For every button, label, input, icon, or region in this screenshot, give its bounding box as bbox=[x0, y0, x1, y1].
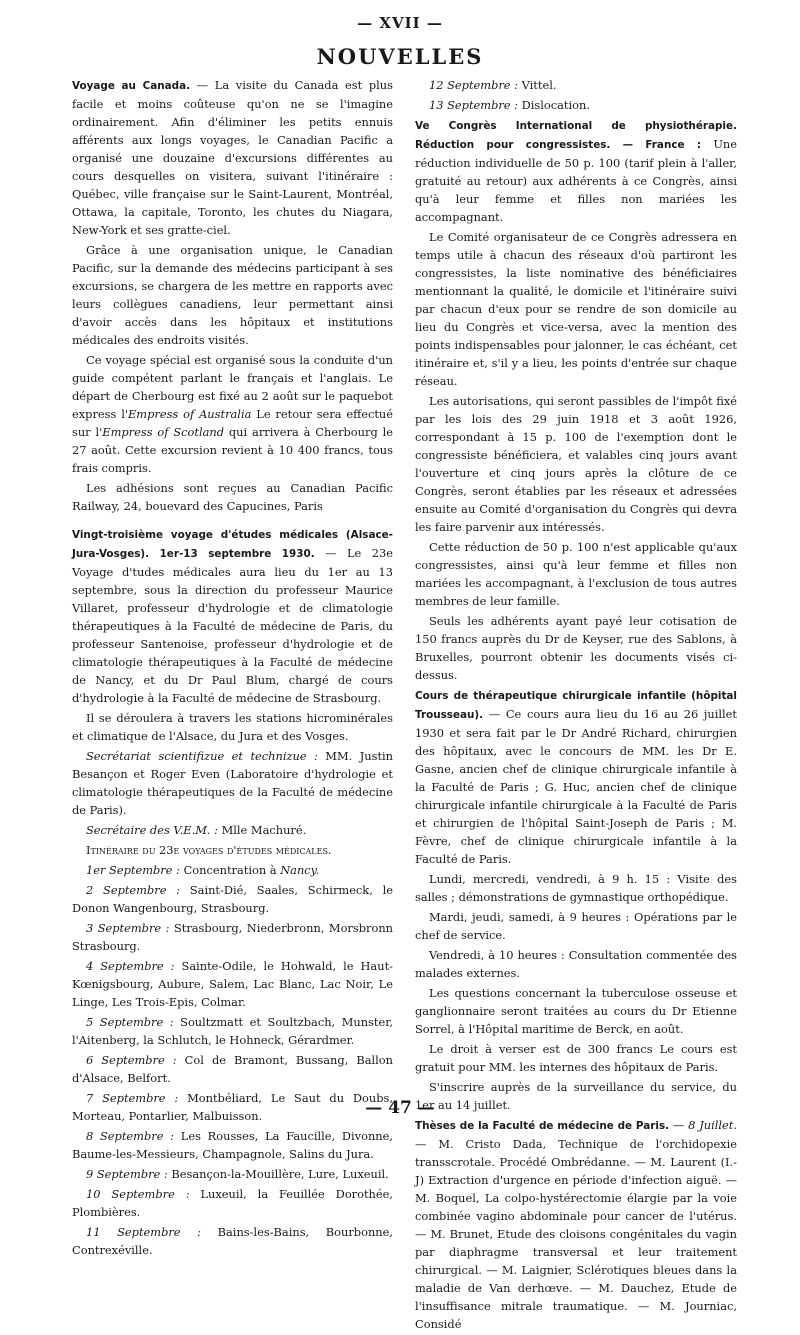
vem-paragraph-2: Il se déroulera à travers les stations hicrominérales et climatique de l'Alsace, du Jura et des Vosges. bbox=[72, 711, 393, 743]
canada-paragraph bbox=[72, 76, 393, 239]
itinerary-places: Bains-les-Bains, Bourbonne, Contrexéville. bbox=[72, 1225, 393, 1257]
itinerary-item bbox=[72, 861, 393, 879]
canada-text: — La visite du Canada est plus facile et moins coûteuse qu'on ne se l'imagine ordinairement. Afin d'éliminer les petits ennuis afférents aux longs voyages, le Canadian Pacific a organisé une douzaine d'excursions différentes au cours desquelles on visitera, suivant l'itinéraire : Québec, ville française sur le Saint-Laurent, Montréal, Ottawa, la capitale, Toronto, les chutes du Niagara, New-York et ses gratte-ciel. bbox=[72, 78, 393, 237]
secretaire-label: Secrétaire des V.E.M. : bbox=[86, 823, 218, 837]
itinerary-places: Dislocation. bbox=[518, 98, 590, 112]
secretariat-paragraph bbox=[72, 747, 393, 819]
itinerary-day: 1er Septembre : bbox=[86, 863, 180, 877]
itinerary-day: 3 Septembre : bbox=[86, 921, 170, 935]
itinerary-places: Montbéliard, Le Saut du Doubs, Morteau, Pontarlier, Malbuisson. bbox=[72, 1091, 393, 1123]
left-column bbox=[72, 76, 393, 1261]
itinerary-list-continued bbox=[415, 76, 737, 114]
secretaire-text: Mlle Machuré. bbox=[217, 823, 307, 837]
itinerary-place: Nancy. bbox=[280, 863, 320, 877]
itinerary-item bbox=[72, 957, 393, 1011]
itinerary-places: Saint-Dié, Saales, Schirmeck, le Donon Wangenbourg, Strasbourg. bbox=[72, 883, 393, 915]
right-column bbox=[415, 76, 737, 1335]
itinerary-item bbox=[72, 919, 393, 955]
canada-p3-a: Ce voyage spécial est organisé sous la conduite d'un guide compétent parlant le français et l'anglais. Le départ de Cherbourg est fixé au 2 août sur le paquebot express l' bbox=[72, 353, 393, 421]
ship-name-1: Empress of Australia bbox=[127, 407, 252, 421]
trousseau-paragraph-3: Mardi, jeudi, samedi, à 9 heures : Opérations par le chef de service. bbox=[415, 910, 737, 942]
canada-paragraph-3 bbox=[72, 351, 393, 477]
physio-paragraph-5: Seuls les adhérents ayant payé leur cotisation de 150 francs auprès du Dr de Keyser, rue des Sablons, à Bruxelles, pourront obtenir les documents visés ci-dessus. bbox=[415, 614, 737, 682]
itinerary-places: Col de Bramont, Bussang, Ballon d'Alsace, Belfort. bbox=[72, 1053, 393, 1085]
theses-text: — M. Cristo Dada, Technique de l'orchidopexie transscrotale. Procédé Ombrédanne. — M. Laurent (I.-J) Extraction d'urgence en période d'infection aiguë. — M. Boquel, La colpo-hystérectomie élargie par la voie combinée vagino abdominale pour cancer de l'utérus. — M. Brunet, Etude des cloisons congénitales du vagin par diaphragme transversal et leur traitement chirurgical. — M. Laignier, Sclérotiques bleues dans la maladie de Van derhœve. — M. Dauchez, Etude de l'insuffisance mitrale traumatique. — M. Journiac, Considé bbox=[415, 1137, 737, 1331]
canada-title: Voyage au Canada. bbox=[72, 80, 191, 92]
itinerary-day: 2 Septembre : bbox=[86, 883, 181, 897]
theses-title: Thèses de la Faculté de médecine de Paris. bbox=[415, 1120, 670, 1132]
trousseau-paragraph bbox=[415, 686, 737, 868]
vem-paragraph bbox=[72, 525, 393, 707]
itinerary-day: 7 Septembre : bbox=[86, 1091, 179, 1105]
itinerary-item bbox=[415, 96, 737, 114]
physio-title: Ve Congrès International de physiothérapie. Réduction pour congressistes. — France : bbox=[415, 120, 737, 151]
canada-paragraph-4: Les adhésions sont reçues au Canadian Pacific Railway, 24, bouevard des Capucines, Paris bbox=[72, 481, 393, 513]
itinerary-item bbox=[72, 1013, 393, 1049]
itinerary-places: Sainte-Odile, le Hohwald, le Haut-Kœnigsbourg, Aubure, Salem, Lac Blanc, Lac Noir, Le Linge, Les Trois-Epis, Colmar. bbox=[72, 959, 393, 1009]
trousseau-paragraph-7: S'inscrire auprès de la surveillance du service, du 1er au 14 juillet. bbox=[415, 1080, 737, 1112]
itinerary-item bbox=[72, 1127, 393, 1163]
page-number: — 47 — bbox=[365, 1098, 435, 1118]
itinerary-places: Soultzmatt et Soultzbach, Munster, l'Aitenberg, la Schlutch, le Hohneck, Gérardmer. bbox=[72, 1015, 394, 1047]
page-roman-numeral: — XVII — bbox=[357, 14, 443, 32]
itinerary-places: Vittel. bbox=[518, 78, 557, 92]
physio-paragraph-4: Cette réduction de 50 p. 100 n'est applicable qu'aux congressistes, ainsi qu'à leur femme et filles non mariées les accompagnant, à l'exclusion de tous autres membres de leur famille. bbox=[415, 540, 737, 608]
itinerary-heading: Itinéraire du 23e voyages d'études médicales. bbox=[86, 843, 332, 857]
trousseau-paragraph-5: Les questions concernant la tuberculose osseuse et ganglionnaire seront traitées au cours du Dr Etienne Sorrel, à l'Hôpital maritime de Berck, en août. bbox=[415, 986, 737, 1036]
physio-paragraph-3: Les autorisations, qui seront passibles de l'impôt fixé par les lois des 29 juin 1918 et 3 août 1926, correspondant à 15 p. 100 de l'exemption dont le congressiste bénéficiera, et valables cinq jours avant l'ouverture et cinq jours après la clôture de ce Congrès, seront établies par les réseaux et adressées ensuite au Comité d'organisation du Congrès qui devra les faire parvenir aux intéressés. bbox=[415, 394, 737, 534]
canada-paragraph-2: Grâce à une organisation unique, le Canadian Pacific, sur la demande des médecins participant à ses excursions, se chargera de les mettre en rapports avec leurs collègues canadiens, leur permettant ainsi d'avoir accès dans les hôpitaux et institutions médicales des endroits visités. bbox=[72, 243, 393, 347]
itinerary-day: 6 Septembre : bbox=[86, 1053, 177, 1067]
itinerary-list bbox=[72, 861, 393, 1259]
canada-p3-b: Le retour sera effectué sur l' bbox=[72, 407, 394, 439]
vem-text: — Le 23e Voyage d'tudes médicales aura lieu du 1er au 13 septembre, sous la direction du professeur Maurice Villaret, professeur d'hydrologie et de climatologie thérapeutiques à la Faculté de médecine de Paris, du professeur Santenoise, professeur d'hydrologie et de climatologie thérapeutiques à la Faculté de médecine de Nancy, et du Dr Paul Blum, chargé de cours d'hydrologie à la Faculté de médecine de Strasbourg. bbox=[72, 546, 393, 705]
itinerary-day: 12 Septembre : bbox=[429, 78, 519, 92]
itinerary-places: Concentration à bbox=[179, 863, 281, 877]
theses-date: — 8 Juillet. bbox=[669, 1118, 737, 1132]
secretaire-paragraph bbox=[72, 821, 393, 839]
physio-paragraph bbox=[415, 116, 737, 226]
itinerary-day: 4 Septembre : bbox=[86, 959, 175, 973]
ship-name-2: Empress of Scotland bbox=[102, 425, 225, 439]
itinerary-places: Les Rousses, La Faucille, Divonne, Baume-les-Messieurs, Champagnole, Salins du Jura. bbox=[72, 1129, 393, 1161]
secretariat-label: Secrétariat scientifizue et technizue : bbox=[86, 749, 318, 763]
secretariat-text: MM. Justin Besançon et Roger Even (Laboratoire d'hydrologie et climatologie thérapeutiques de la Faculté de médecine de Paris). bbox=[72, 749, 393, 817]
itinerary-day: 11 Septembre : bbox=[86, 1225, 202, 1239]
trousseau-paragraph-4: Vendredi, à 10 heures : Consultation commentée des malades externes. bbox=[415, 948, 737, 980]
itinerary-item bbox=[72, 1165, 393, 1183]
itinerary-day: 5 Septembre : bbox=[86, 1015, 174, 1029]
itinerary-item bbox=[72, 1051, 393, 1087]
itinerary-item bbox=[72, 1185, 393, 1221]
vem-title: Vingt-troisième voyage d'études médicales (Alsace-Jura-Vosges). 1er-13 septembre 1930. bbox=[72, 529, 393, 560]
theses-paragraph bbox=[415, 1116, 737, 1333]
itinerary-places: Luxeuil, la Feuillée Dorothée, Plombières. bbox=[72, 1187, 393, 1219]
trousseau-text: — Ce cours aura lieu du 16 au 26 juillet 1930 et sera fait par le Dr André Richard, chirurgien des hôpitaux, avec le concours de MM. les Dr E. Gasne, ancien chef de clinique chirurgicale infantile à la Faculté de Paris ; G. Huc, ancien chef de clinique chirurgicale infantile chirurgicale à la Faculté de Paris et chirurgien de l'hôpital Saint-Joseph de Paris ; M. Fèvre, chef de clinique chirurgicale infantile à la Faculté de Paris. bbox=[415, 707, 737, 866]
itinerary-item bbox=[72, 1223, 393, 1259]
itinerary-places: Besançon-la-Mouillère, Lure, Luxeuil. bbox=[167, 1167, 389, 1181]
physio-text: Une réduction individuelle de 50 p. 100 (tarif plein à l'aller, gratuité au retour) aux adhérents à ce Congrès, ainsi qu'à leur femme et filles non mariées les accompagnant. bbox=[415, 137, 737, 224]
itinerary-day: 13 Septembre : bbox=[429, 98, 519, 112]
itinerary-item bbox=[415, 76, 737, 94]
canada-p3-c: qui arrivera à Cherbourg le 27 août. Cette excursion revient à 10 400 francs, tous frais compris. bbox=[72, 425, 393, 475]
trousseau-paragraph-6: Le droit à verser est de 300 francs Le cours est gratuit pour MM. les internes des hôpitaux de Paris. bbox=[415, 1042, 737, 1074]
itinerary-day: 9 Septembre : bbox=[86, 1167, 168, 1181]
itinerary-item bbox=[72, 881, 393, 917]
itinerary-day: 10 Septembre : bbox=[86, 1187, 190, 1201]
itinerary-day: 8 Septembre : bbox=[86, 1129, 175, 1143]
trousseau-title: Cours de thérapeutique chirurgicale infantile (hôpital Trousseau). bbox=[415, 690, 737, 721]
page-title: NOUVELLES bbox=[316, 44, 484, 69]
trousseau-paragraph-2: Lundi, mercredi, vendredi, à 9 h. 15 : Visite des salles ; démonstrations de gymnastique orthopédique. bbox=[415, 872, 737, 904]
physio-paragraph-2: Le Comité organisateur de ce Congrès adressera en temps utile à chacun des réseaux d'où partiront les congressistes, la liste nominative des bénéficiaires mentionnant la qualité, le domicile et l'itinéraire suivi par chacun d'eux pour se rendre de son domicile au lieu du Congrès et vice-versa, avec la mention des points indispensables pour jalonner, le cas échéant, cet itinéraire et, s'il y a lieu, les points d'entrée sur chaque réseau. bbox=[415, 230, 737, 388]
itinerary-places: Strasbourg, Niederbronn, Morsbronn Strasbourg. bbox=[72, 921, 393, 953]
